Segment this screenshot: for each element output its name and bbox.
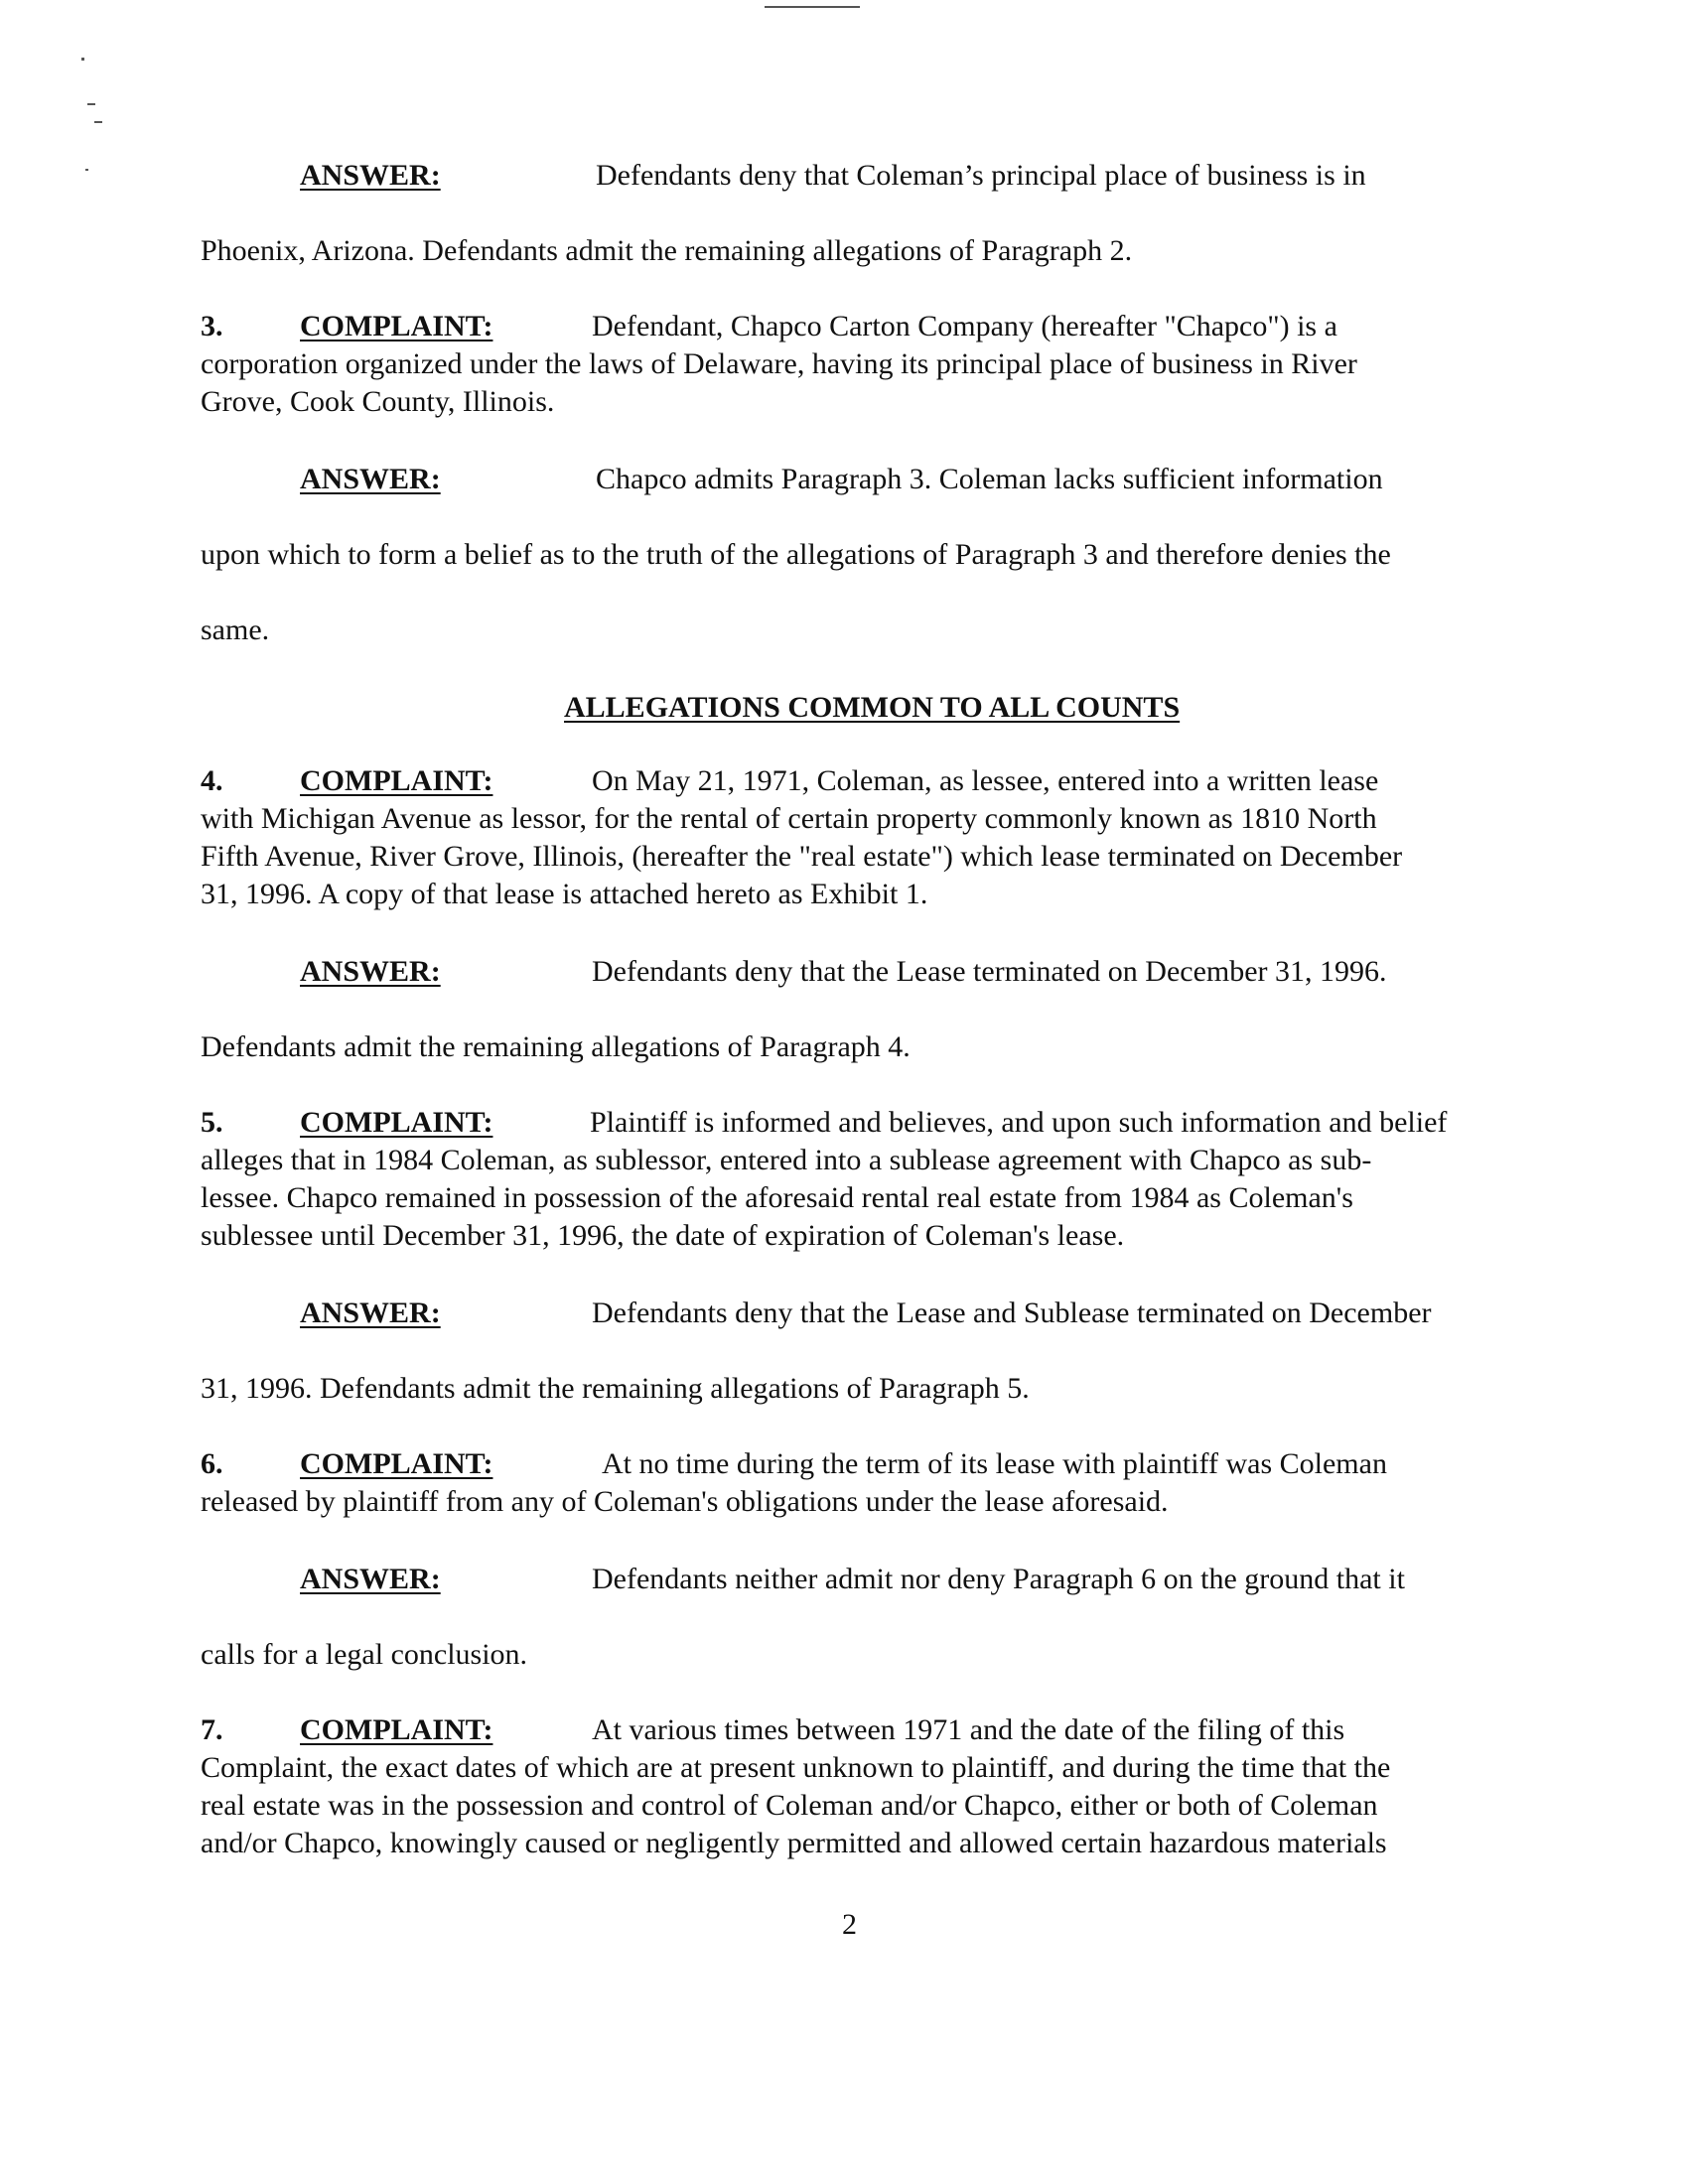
answer-label: ANSWER:	[300, 159, 441, 192]
p3-complaint-line-2: corporation organized under the laws of Delaware, having its principal place of business in River	[201, 347, 1357, 380]
p6-complaint-line-2: released by plaintiff from any of Coleman's obligations under the lease aforesaid.	[201, 1485, 1169, 1518]
complaint-text: At no time during the term of its lease with plaintiff was Coleman	[602, 1447, 1387, 1480]
scan-artifact	[94, 121, 102, 123]
complaint-label: COMPLAINT:	[300, 310, 493, 342]
p6-number	[201, 1449, 304, 1479]
p4-complaint-line-4: 31, 1996. A copy of that lease is attached hereto as Exhibit 1.	[201, 878, 928, 910]
complaint-label: COMPLAINT:	[300, 1106, 493, 1139]
p3-answer-line-2: upon which to form a belief as to the truth of the allegations of Paragraph 3 and therefore denies the	[201, 538, 1391, 571]
p5-number	[201, 1108, 304, 1138]
paragraph-number: 3.	[201, 310, 223, 342]
p5-complaint-line-3: lessee. Chapco remained in possession of the aforesaid rental real estate from 1984 as Coleman's	[201, 1181, 1353, 1214]
p4-answer-line-2: Defendants admit the remaining allegations of Paragraph 4.	[201, 1030, 911, 1063]
complaint-label: COMPLAINT:	[300, 764, 493, 797]
answer-label: ANSWER:	[300, 1563, 441, 1595]
complaint-text: Defendant, Chapco Carton Company (hereafter "Chapco") is a	[592, 310, 1337, 342]
answer-text: Chapco admits Paragraph 3. Coleman lacks sufficient information	[596, 463, 1383, 495]
answer-label: ANSWER:	[300, 1297, 441, 1329]
scan-artifact	[81, 58, 84, 61]
p4-complaint-line-3: Fifth Avenue, River Grove, Illinois, (hereafter the "real estate") which lease terminated on December	[201, 840, 1403, 873]
paragraph-number: 4.	[201, 764, 223, 797]
p4-number	[201, 766, 304, 796]
complaint-label: COMPLAINT:	[300, 1447, 493, 1480]
section-heading: ALLEGATIONS COMMON TO ALL COUNTS	[564, 691, 1181, 724]
answer-label: ANSWER:	[300, 955, 441, 988]
paragraph-number: 5.	[201, 1106, 223, 1139]
answer-text: Defendants deny that the Lease and Sublease terminated on December	[592, 1297, 1432, 1329]
p7-complaint-line-4: and/or Chapco, knowingly caused or negligently permitted and allowed certain hazardous materials	[201, 1827, 1387, 1859]
complaint-text: Plaintiff is informed and believes, and upon such information and belief	[590, 1106, 1448, 1139]
p4-complaint-line-2: with Michigan Avenue as lessor, for the rental of certain property commonly known as 1810 North	[201, 802, 1377, 835]
p3-complaint-line-3: Grove, Cook County, Illinois.	[201, 385, 555, 418]
scan-artifact	[85, 169, 88, 171]
p3-complaint-line-1	[201, 312, 304, 341]
p7-complaint-line-3: real estate was in the possession and control of Coleman and/or Chapco, either or both of Coleman	[201, 1789, 1378, 1822]
answer-label: ANSWER:	[300, 463, 441, 495]
page-number: 2	[842, 1908, 857, 1941]
p7-number	[201, 1715, 304, 1745]
p2-answer-line-2: Phoenix, Arizona. Defendants admit the remaining allegations of Paragraph 2.	[201, 234, 1133, 267]
paragraph-number: 7.	[201, 1713, 223, 1746]
answer-text: Defendants deny that Coleman’s principal place of business is in	[596, 159, 1366, 192]
scan-artifact	[765, 6, 860, 8]
answer-text: Defendants deny that the Lease terminated on December 31, 1996.	[592, 955, 1387, 988]
p5-complaint-line-4: sublessee until December 31, 1996, the date of expiration of Coleman's lease.	[201, 1219, 1125, 1252]
p5-complaint-line-2: alleges that in 1984 Coleman, as sublessor, entered into a sublease agreement with Chapco as sub-	[201, 1144, 1372, 1176]
complaint-text: On May 21, 1971, Coleman, as lessee, entered into a written lease	[592, 764, 1379, 797]
paragraph-number: 6.	[201, 1447, 223, 1480]
complaint-text: At various times between 1971 and the date of the filing of this	[592, 1713, 1345, 1746]
p5-answer-line-2: 31, 1996. Defendants admit the remaining allegations of Paragraph 5.	[201, 1372, 1030, 1405]
p6-answer-line-2: calls for a legal conclusion.	[201, 1638, 528, 1671]
p3-answer-line-3: same.	[201, 614, 270, 646]
complaint-label: COMPLAINT:	[300, 1713, 493, 1746]
p7-complaint-line-2: Complaint, the exact dates of which are at present unknown to plaintiff, and during the time that the	[201, 1751, 1391, 1784]
scan-artifact	[87, 103, 95, 105]
answer-text: Defendants neither admit nor deny Paragraph 6 on the ground that it	[592, 1563, 1405, 1595]
